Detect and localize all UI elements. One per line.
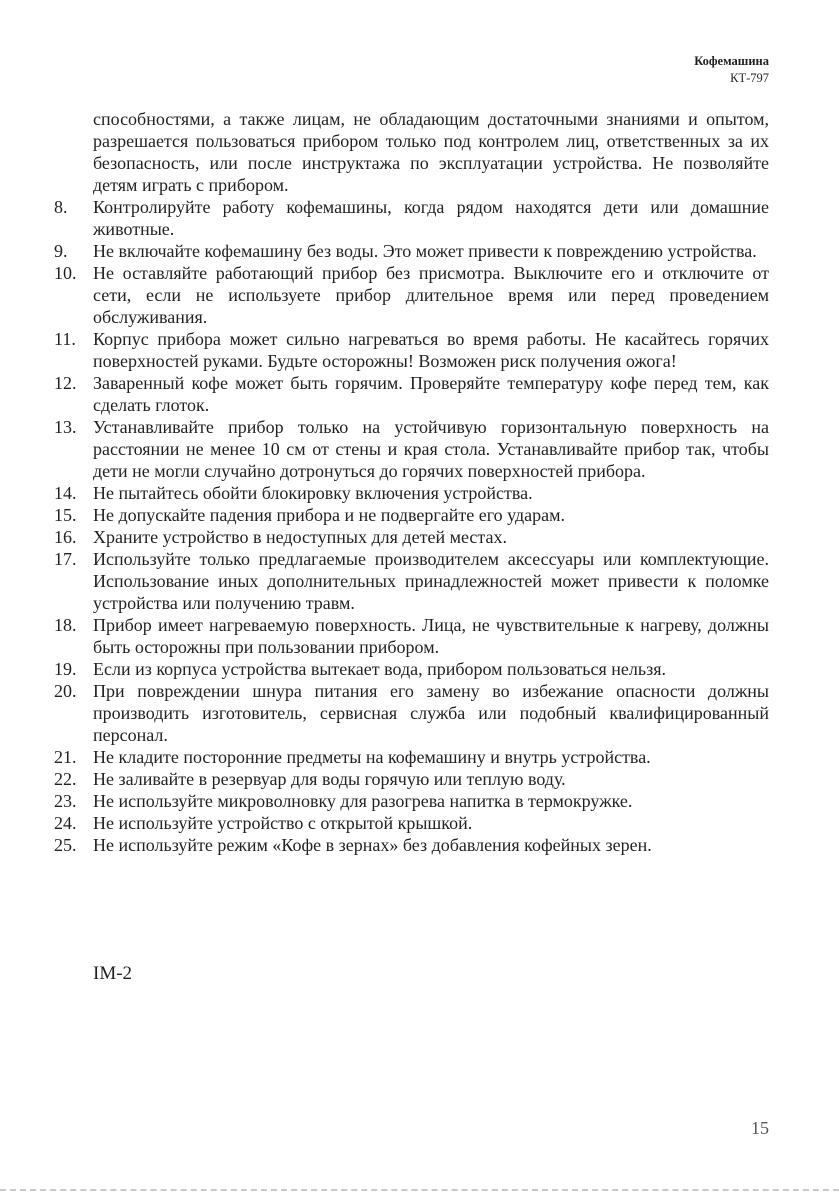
list-item-number: 14. <box>54 483 77 503</box>
list-item-number: 15. <box>54 505 77 525</box>
list-item-text: Храните устройство в недоступных для детей местах. <box>93 527 507 547</box>
list-item-text: Не включайте кофемашину без воды. Это может привести к повреждению устройства. <box>93 241 757 261</box>
list-item-number: 10. <box>54 263 77 283</box>
model-number: КТ-797 <box>730 71 769 85</box>
list-item <box>54 240 769 262</box>
list-item-number: 16. <box>54 527 77 547</box>
list-item-text: При повреждении шнура питания его замену во избежание опасности должны производить изготовитель, сервисная служба или подобный квалифицированный персонал. <box>93 681 769 745</box>
list-item-text: Не используйте устройство с открытой крышкой. <box>93 813 473 833</box>
list-item-number: 11. <box>54 329 76 349</box>
list-item-text: Если из корпуса устройства вытекает вода, прибором пользоваться нельзя. <box>93 659 666 679</box>
list-item-text: Не допускайте падения прибора и не подвергайте его ударам. <box>93 505 566 525</box>
list-item-text: Корпус прибора может сильно нагреваться во время работы. Не касайтесь горячих поверхностей руками. Будьте осторожны! Возможен риск получения ожога! <box>93 329 769 371</box>
list-item <box>54 834 769 856</box>
list-item <box>54 812 769 834</box>
list-item-text: Не оставляйте работающий прибор без присмотра. Выключите его и отключите от сети, если не используете прибор длительное время или перед проведением обслуживания. <box>93 263 769 327</box>
list-item-number: 17. <box>54 549 77 569</box>
list-item <box>54 526 769 548</box>
page-bottom-rule <box>0 1189 839 1191</box>
list-item-number: 24. <box>54 813 77 833</box>
list-item-text: Контролируйте работу кофемашины, когда рядом находятся дети или домашние животные. <box>93 197 769 239</box>
list-item-number: 13. <box>54 417 77 437</box>
list-item <box>54 328 769 372</box>
list-item <box>54 196 769 240</box>
list-item <box>54 746 769 768</box>
safety-instructions-list <box>54 196 769 856</box>
list-item-text: Используйте только предлагаемые производителем аксессуары или комплектующие. Использование иных дополнительных принадлежностей может привести к поломке устройства или получению травм. <box>93 549 769 613</box>
list-item <box>54 680 769 746</box>
list-item <box>54 548 769 614</box>
page-header <box>694 53 769 87</box>
continued-paragraph: способностями, а также лицам, не обладающим достаточными знаниями и опытом, разрешается пользоваться прибором только под контролем лиц, ответственных за их безопасность, или после инструктажа по эксплуатации устройства. Не позволяйте детям играть с прибором. <box>93 109 769 195</box>
list-item-text: Не используйте режим «Кофе в зернах» без добавления кофейных зерен. <box>93 835 652 855</box>
list-item-number: 19. <box>54 659 77 679</box>
list-item-text: Не используйте микроволновку для разогрева напитка в термокружке. <box>93 791 633 811</box>
list-item-number: 18. <box>54 615 77 635</box>
list-item-text: Не пытайтесь обойти блокировку включения устройства. <box>93 483 533 503</box>
list-item-number: 25. <box>54 835 77 855</box>
list-item <box>54 658 769 680</box>
list-item <box>54 416 769 482</box>
list-item-text: Прибор имеет нагреваемую поверхность. Лица, не чувствительные к нагреву, должны быть осторожны при пользовании прибором. <box>93 615 769 657</box>
list-item <box>54 262 769 328</box>
list-item <box>54 768 769 790</box>
list-item-text: Заваренный кофе может быть горячим. Проверяйте температуру кофе перед тем, как сделать глоток. <box>93 373 769 415</box>
list-item <box>54 614 769 658</box>
list-item-number: 20. <box>54 681 77 701</box>
list-item <box>54 790 769 812</box>
list-item <box>54 372 769 416</box>
list-item-text: Устанавливайте прибор только на устойчивую горизонтальную поверхность на расстоянии не менее 10 см от стены и края стола. Устанавливайте прибор так, чтобы дети не могли случайно дотронуться до горячих поверхностей прибора. <box>93 417 769 481</box>
product-name: Кофемашина <box>694 54 769 68</box>
list-item-number: 12. <box>54 373 77 393</box>
list-item <box>54 504 769 526</box>
page-number: 15 <box>751 1118 769 1138</box>
list-item-number: 23. <box>54 791 77 811</box>
document-code: IM-2 <box>93 963 133 984</box>
instructions-body <box>54 108 769 856</box>
list-item-number: 21. <box>54 747 77 767</box>
list-item-number: 8. <box>54 197 68 217</box>
list-item-text: Не кладите посторонние предметы на кофемашину и внутрь устройства. <box>93 747 651 767</box>
list-item-text: Не заливайте в резервуар для воды горячую или теплую воду. <box>93 769 566 789</box>
list-item-number: 22. <box>54 769 77 789</box>
list-item-number: 9. <box>54 241 68 261</box>
list-item <box>54 482 769 504</box>
